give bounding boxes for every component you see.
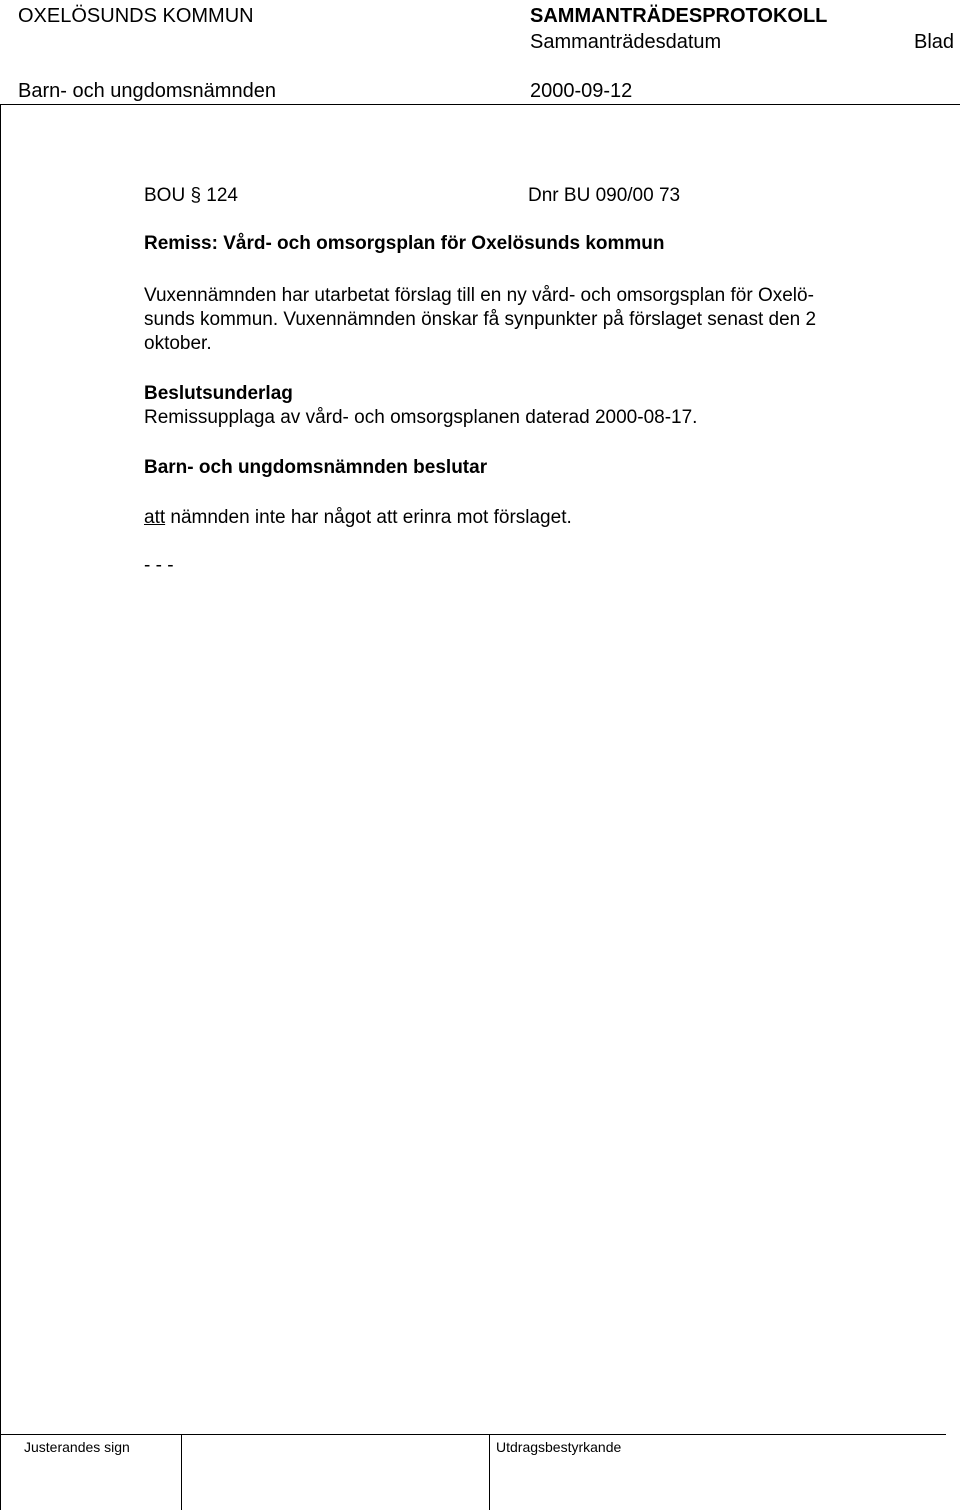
adjuster-sign-label: Justerandes sign bbox=[24, 1439, 130, 1455]
case-body-line: sunds kommun. Vuxennämnden önskar få synpunkter på förslaget senast den 2 bbox=[144, 309, 817, 330]
decision-att: att bbox=[144, 507, 166, 528]
case-body bbox=[144, 284, 914, 356]
footer-divider-1 bbox=[181, 1434, 182, 1510]
footer-divider-2 bbox=[489, 1434, 490, 1510]
decision-statement bbox=[144, 506, 572, 530]
left-margin-rule bbox=[0, 104, 1, 1510]
basis-heading: Beslutsunderlag bbox=[144, 383, 293, 404]
meeting-date: 2000-09-12 bbox=[530, 80, 633, 102]
document-type: SAMMANTRÄDESPROTOKOLL bbox=[530, 5, 828, 27]
case-title: Remiss: Vård- och omsorgsplan för Oxelösunds kommun bbox=[144, 233, 665, 254]
municipality-name: OXELÖSUNDS KOMMUN bbox=[18, 5, 254, 27]
decision-heading: Barn- och ungdomsnämnden beslutar bbox=[144, 457, 488, 478]
page-label: Blad bbox=[914, 31, 955, 53]
decision-text: nämnden inte har något att erinra mot förslaget. bbox=[165, 507, 572, 528]
footer-rule bbox=[0, 1434, 946, 1435]
end-marker: - - - bbox=[144, 555, 174, 576]
case-body-line: oktober. bbox=[144, 333, 212, 354]
basis-text: Remissupplaga av vård- och omsorgsplanen daterad 2000-08-17. bbox=[144, 407, 698, 428]
meeting-date-label: Sammanträdesdatum bbox=[530, 31, 722, 53]
extract-cert-label: Utdragsbestyrkande bbox=[496, 1439, 622, 1455]
header-rule bbox=[0, 104, 960, 105]
case-body-line: Vuxennämnden har utarbetat förslag till en ny vård- och omsorgsplan för Oxelö- bbox=[144, 285, 814, 306]
case-number: BOU § 124 bbox=[144, 185, 238, 206]
committee-name: Barn- och ungdomsnämnden bbox=[18, 80, 276, 102]
case-dnr: Dnr BU 090/00 73 bbox=[528, 185, 681, 206]
